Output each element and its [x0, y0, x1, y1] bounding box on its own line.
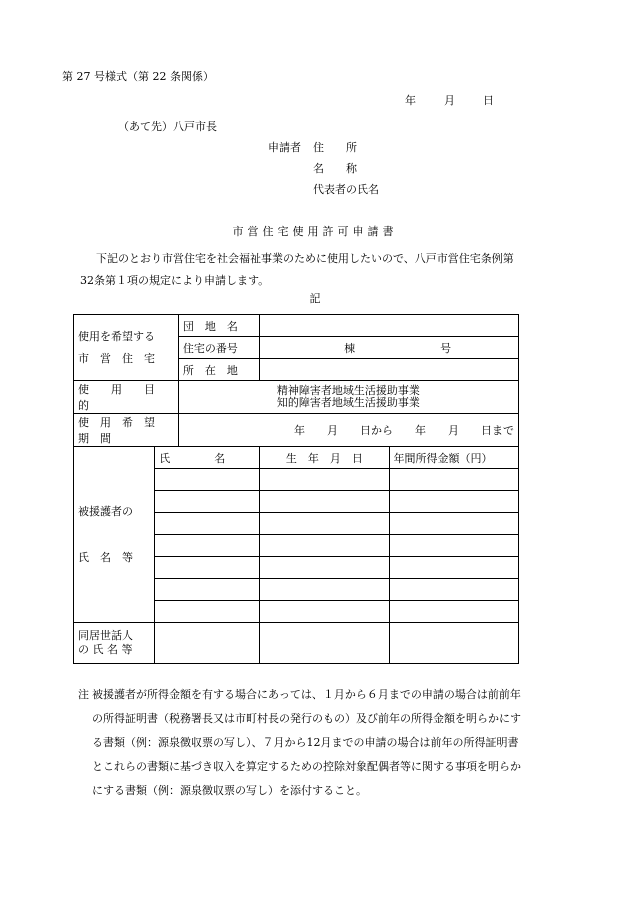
- building-unit-label: 棟: [344, 341, 356, 355]
- cohabitant-label-line-1: 同居世話人: [78, 629, 133, 642]
- ward-label-line-2: 氏 名 等: [78, 550, 133, 564]
- complex-name-field[interactable]: [260, 315, 519, 337]
- housing-number-label: 住宅の番号: [178, 337, 259, 359]
- ward-name-field[interactable]: [155, 557, 260, 579]
- ward-name-field[interactable]: [155, 601, 260, 623]
- table-row: [74, 381, 519, 414]
- ward-name-field[interactable]: [155, 535, 260, 557]
- date-day-label: 日: [483, 94, 494, 107]
- ward-income-field[interactable]: [389, 601, 518, 623]
- cohabitant-income-field[interactable]: [389, 623, 518, 664]
- date-year-label: 年: [405, 94, 416, 107]
- ward-dob-field[interactable]: [260, 557, 389, 579]
- ward-name-field[interactable]: [155, 579, 260, 601]
- applicant-label: 申請者: [268, 141, 301, 154]
- date-line: [405, 92, 494, 108]
- cohabitant-name-field[interactable]: [155, 623, 260, 664]
- ward-dob-field[interactable]: [260, 535, 389, 557]
- ward-dob-field[interactable]: [260, 579, 389, 601]
- purpose-label: 使 用 目 的: [74, 381, 179, 414]
- col-header-income: 年間所得金額（円）: [389, 447, 518, 469]
- cohabitant-dob-field[interactable]: [260, 623, 389, 664]
- table-row: [74, 447, 519, 469]
- table-row: [74, 315, 519, 337]
- housing-label-line-1: 使用を希望する: [78, 329, 155, 343]
- document-title: 市営住宅使用許可申請書: [232, 225, 398, 238]
- purpose-options[interactable]: [178, 381, 518, 414]
- ward-name-field[interactable]: [155, 469, 260, 491]
- table-row: [74, 414, 519, 447]
- table-row: [74, 623, 519, 664]
- housing-label-cell: [74, 315, 179, 381]
- ward-name-field[interactable]: [155, 491, 260, 513]
- ward-label-line-1: 被援護者の: [78, 504, 133, 518]
- period-field[interactable]: 年 月 日から 年 月 日まで: [178, 414, 518, 447]
- ward-label-cell: [74, 447, 155, 623]
- purpose-option-intellectual: 知的障害者地域生活援助事業: [276, 396, 420, 409]
- application-form-table: [73, 314, 519, 664]
- addressee: （あて先）八戸市長: [118, 120, 217, 133]
- ward-income-field[interactable]: [389, 535, 518, 557]
- ward-dob-field[interactable]: [260, 491, 389, 513]
- application-statement: 下記のとおり市営住宅を社会福祉事業のために使用したいので、八戸市営住宅条例第32条第１項の規定により申請します。: [80, 252, 514, 287]
- applicant-name-label: 名 称: [313, 162, 357, 175]
- ki-heading: 記: [309, 292, 321, 305]
- ward-dob-field[interactable]: [260, 601, 389, 623]
- ward-income-field[interactable]: [389, 491, 518, 513]
- col-header-name: 氏 名: [155, 447, 260, 469]
- note-text: 被援護者が所得金額を有する場合にあっては、１月から６月までの申請の場合は前前年の所得証明書（税務署長又は市町村長の発行のもの）及び前年の所得金額を明らかにする書類（例：源泉徴収票の写し）、７月から12月までの申請の場合は前年の所得証明書とこれらの書類に基づき収入を算定するための控除対象配偶者等に関する事項を明らかにする書類（例：源泉徴収票の写し）を添付すること。: [92, 688, 521, 797]
- form-number: 第 27 号様式（第 22 条関係）: [62, 70, 214, 83]
- ward-name-field[interactable]: [155, 513, 260, 535]
- ward-dob-field[interactable]: [260, 469, 389, 491]
- ward-income-field[interactable]: [389, 469, 518, 491]
- note-label: 注: [78, 688, 89, 701]
- ward-dob-field[interactable]: [260, 513, 389, 535]
- purpose-option-mental: 精神障害者地域生活援助事業: [276, 384, 420, 397]
- ward-income-field[interactable]: [389, 579, 518, 601]
- cohabitant-label-line-2: の 氏 名 等: [78, 643, 133, 656]
- note: [78, 683, 523, 803]
- location-label: 所 在 地: [178, 359, 259, 381]
- complex-name-label: 団 地 名: [178, 315, 259, 337]
- housing-label-line-2: 市 営 住 宅: [78, 351, 155, 365]
- ward-income-field[interactable]: [389, 513, 518, 535]
- representative-name-label: 代表者の氏名: [313, 183, 379, 196]
- col-header-dob: 生 年 月 日: [260, 447, 389, 469]
- number-unit-label: 号: [440, 341, 452, 355]
- applicant-address-label: 住 所: [313, 141, 357, 154]
- housing-number-field[interactable]: [260, 337, 519, 359]
- cohabitant-label-cell: [74, 623, 155, 664]
- location-field[interactable]: [260, 359, 519, 381]
- ward-income-field[interactable]: [389, 557, 518, 579]
- period-label: 使 用 希 望 期 間: [74, 414, 179, 447]
- date-month-label: 月: [444, 94, 455, 107]
